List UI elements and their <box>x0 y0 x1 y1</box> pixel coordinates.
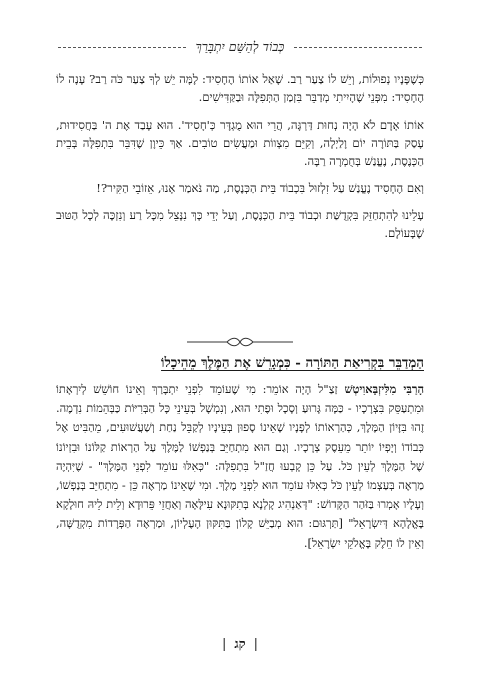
paragraph: כְּשֶׁפָּנָיו נְפוּלוֹת, וְיֵשׁ לוֹ צַעַר רַב. שָׁאַל אוֹתוֹ הֶחָסִיד: לָמָּה יֵשׁ לְךָ צַעַר כֹּה רַב? עָנָה לוֹ הֶחָסִיד: מִפְּנֵי שֶׁהָיִיתִי מְדַבֵּר בִּזְמַן הַתְּפִלָּה וּבַקַּדִּישִׁים. <box>56 72 424 104</box>
running-header <box>58 38 422 56</box>
section-heading: הַמְדַבֵּר בִּקְרִיאַת הַתּוֹרָה - כִּמְגָרֵשׁ אֶת הַמֶּלֶךְ מֵהֵיכָלוֹ <box>161 355 424 371</box>
folio-bar-left: | <box>221 636 227 652</box>
body-text <box>56 70 424 251</box>
paragraph: אוֹתוֹ אָדָם לֹא הָיָה נְחוּת דַּרְגָּה, הֲרֵי הוּא מֻגְדָּר כְּ'חָסִיד'. הוּא עָבַד אֶת ה' בַּחֲסִידוּת, עָסַק בַּתּוֹרָה יוֹם וָלַיְלָה, וְקִיֵּם מִצְווֹת וּמַעֲשִׂים טוֹבִים. אַךְ כֵּיוָן שֶׁדִּבֵּר בִּתְפִלָּה בְּבֵית הַכְּנֶסֶת, נֶעֱנַשׁ בְּחֻמְרָה רַבָּה. <box>56 118 424 168</box>
header-rule-right <box>294 47 422 48</box>
header-rule-left <box>58 47 186 48</box>
running-header-title: כְּבוֹד לְהַשֵּׁם יִתְבָּרַךְ <box>195 39 285 54</box>
page-number-text: קג <box>234 637 246 652</box>
author-name: הָרַבִּי מִלִּיזְבָּאוִיטְשׁ <box>344 382 424 396</box>
section-paragraph <box>56 380 424 553</box>
paragraph: וְאִם הֶחָסִיד נֶעֱנַשׁ עַל זִלְזוּל בִּכְבוֹד בֵּית הַכְּנֶסֶת, מַה נֹּאמַר אָנוּ, אֵזוֹבֵי הַקִּיר?! <box>96 181 424 195</box>
section <box>56 352 424 553</box>
section-divider-ornament <box>0 337 480 347</box>
section-text: זַצַ"ל הָיָה אוֹמֵר: מִי שֶׁעוֹמֵד לִפְנֵי יִתְבָּרַךְ וְאֵינוֹ חוֹשֵׁשׁ לְיִרְאָתוֹ וּמִתְעַסֵּק בִּצְרָכָיו - כַּמָּה גָּרוּעַ וְסָכָל וּפֶתִי הוּא, וְנִמְשָׁל בְּעֵינֵי כָּל הַבְּרִיּוֹת כַּבְּהֵמוֹת נִדְמֶה. זֶהוּ בִּזָּיוֹן הַמֶּלֶךְ, כְּהַרְאוֹתוֹ לְפָנָיו שֶׁאֵינוֹ סָפוּן בְּעֵינָיו לְקַבֵּל נַחַת וְשַׁעֲשׁוּעִים, מֵהַבִּיט אֶל כְּבוֹדוֹ וְיָפְיוֹ יוֹתֵר מֵעֵסֶק צְרָכָיו. וְגַם הוּא מִתְחַיֵּב בְּנַפְשׁוֹ לַמֶּלֶךְ עַל הַרְאוֹת קַלּוֹנוֹ וּבִזְיוֹנוֹ שֶׁל הַמֶּלֶךְ לְעֵין כֹּל. עַל כֵּן קָבְעוּ חֲזַ"ל בִּתְפִלָּה: "כְּאִלּוּ עוֹמֵד לִפְנֵי הַמֶּלֶךְ" - שֶׁיִּהְיֶה מַרְאֶה בְּעַצְמוֹ לְעֵין כֹּל כְּאִלּוּ עוֹמֵד הוּא לִפְנֵי מֶלֶךְ. וּמִי שֶׁאֵינוֹ מַרְאֶה כֵּן - מִתְחַיֵּב בְּנַפְשׁוֹ, וְעָלָיו אָמְרוּ בַּזֹּהַר הַקָּדוֹשׁ: "דְּאַנְהִיג קָלְנָא בְּתִקּוּנָא עִילָּאָה וְאַחֲזֵי פֵּרוּדָא וְלֵית לֵיהּ חוּלָקָא בֶּאֱלָהָא דְּיִשְׂרָאֵל" [תַּרְגּוּם: הוּא מְבַיֵּשׁ קָלוֹן בַּתִּקּוּן הָעֶלְיוֹן, וּמַרְאֶה הַפְּרָדוֹת מִקְדֻשָּׁה, וְאֵין לוֹ חֵלֶק בֶּאֱלֹקֵי יִשְׂרָאֵל]. <box>56 382 424 550</box>
folio-bar-right: | <box>253 636 259 652</box>
paragraph: עָלֵינוּ לְהִתְחַזֵּק בִּקְדֻשַּׁת וּכְבוֹד בֵּית הַכְּנֶסֶת, וְעַל יְדֵי כָּךְ נִנָּצֵל מִכָּל רַע וְנִזְכֶּה לְכָל הַטּוּב שֶׁבָּעוֹלָם. <box>56 208 424 240</box>
flourish-divider-icon <box>185 337 295 347</box>
page-number <box>0 636 480 652</box>
